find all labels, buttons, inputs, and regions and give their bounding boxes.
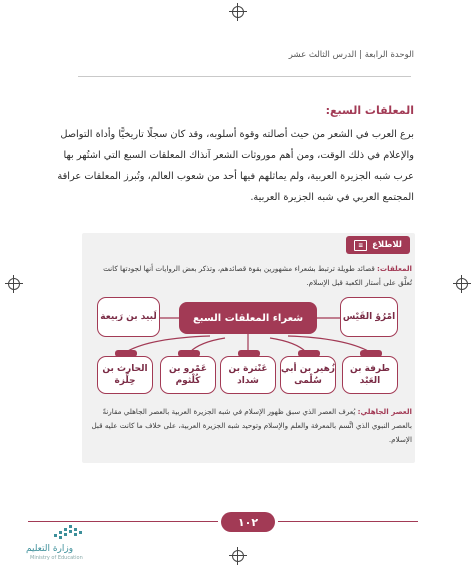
book-icon: ≡ [354,240,367,251]
definition-text: يُعرف العصر الذي سبق ظهور الإسلام في شبه الجزيرة العربية بالعصر الجاهلي مقارنةً بالعصر النبوي الذي اتَّسم بالمعرفة والعلم والإسلام وتوحيد شبه الجزيرة العربية، على خلاف ما كانت عليه قبل الإسلام. [91,407,412,444]
info-tag-label: للاطلاع [372,240,402,250]
definition-term: المعلقات: [377,264,412,273]
ministry-name-english: Ministry of Education [30,555,83,561]
poet-amr: عَمْرو بن كُلْثوم [160,356,216,394]
poet-antara: عَنْترة بن شداد [220,356,276,394]
poet-zuhair: زُهير بن أبي سُلْمى [280,356,336,394]
section-title: المعلقات السبع: [325,104,414,117]
diagram-title: شعراء المعلقات السبع [179,302,317,334]
poet-imru: امْرُؤ القَيْس [340,297,398,337]
intro-paragraph: برع العرب في الشعر من حيث أصالته وقوة أسلوبه، وقد كان سجلًا تاريخيًّا وأداة التواصل والإعلام في ذلك الوقت، ومن أهم موروثات الشعر آنذاك المعلقات السبع التي اشتُهر بها عرب شبه الجزيرة العربية، ولم يماثلهم فيها أحد من شعوب العالم، وتُبرز المعلقات عراقة المجتمع العربي في شبه الجزيرة العربية. [57,129,414,203]
ministry-name: وزارة التعليم [26,544,74,554]
breadcrumb: الوحدة الرابعة | الدرس الثالث عشر [288,50,414,60]
poet-harith: الحارث بن حِلِّزة [97,356,153,394]
footer-rule-right [278,521,418,522]
page-number: ١٠٢ [221,512,275,532]
definition-text: قصائد طويلة ترتبط بشعراء مشهورين بقوة قصائدهم، وتذكر بعض الروايات أنها لجودتها كانت تُعلَّق على أستار الكعبة قبل الإسلام. [103,264,412,287]
poet-tarafa: طرفة بن العَبْد [342,356,398,394]
poet-labid: لَبيد بن رَبيعة [97,297,160,337]
ministry-logo-icon [52,520,86,542]
definition-jahili [90,405,412,447]
definition-term: العصر الجاهلي: [357,407,412,416]
